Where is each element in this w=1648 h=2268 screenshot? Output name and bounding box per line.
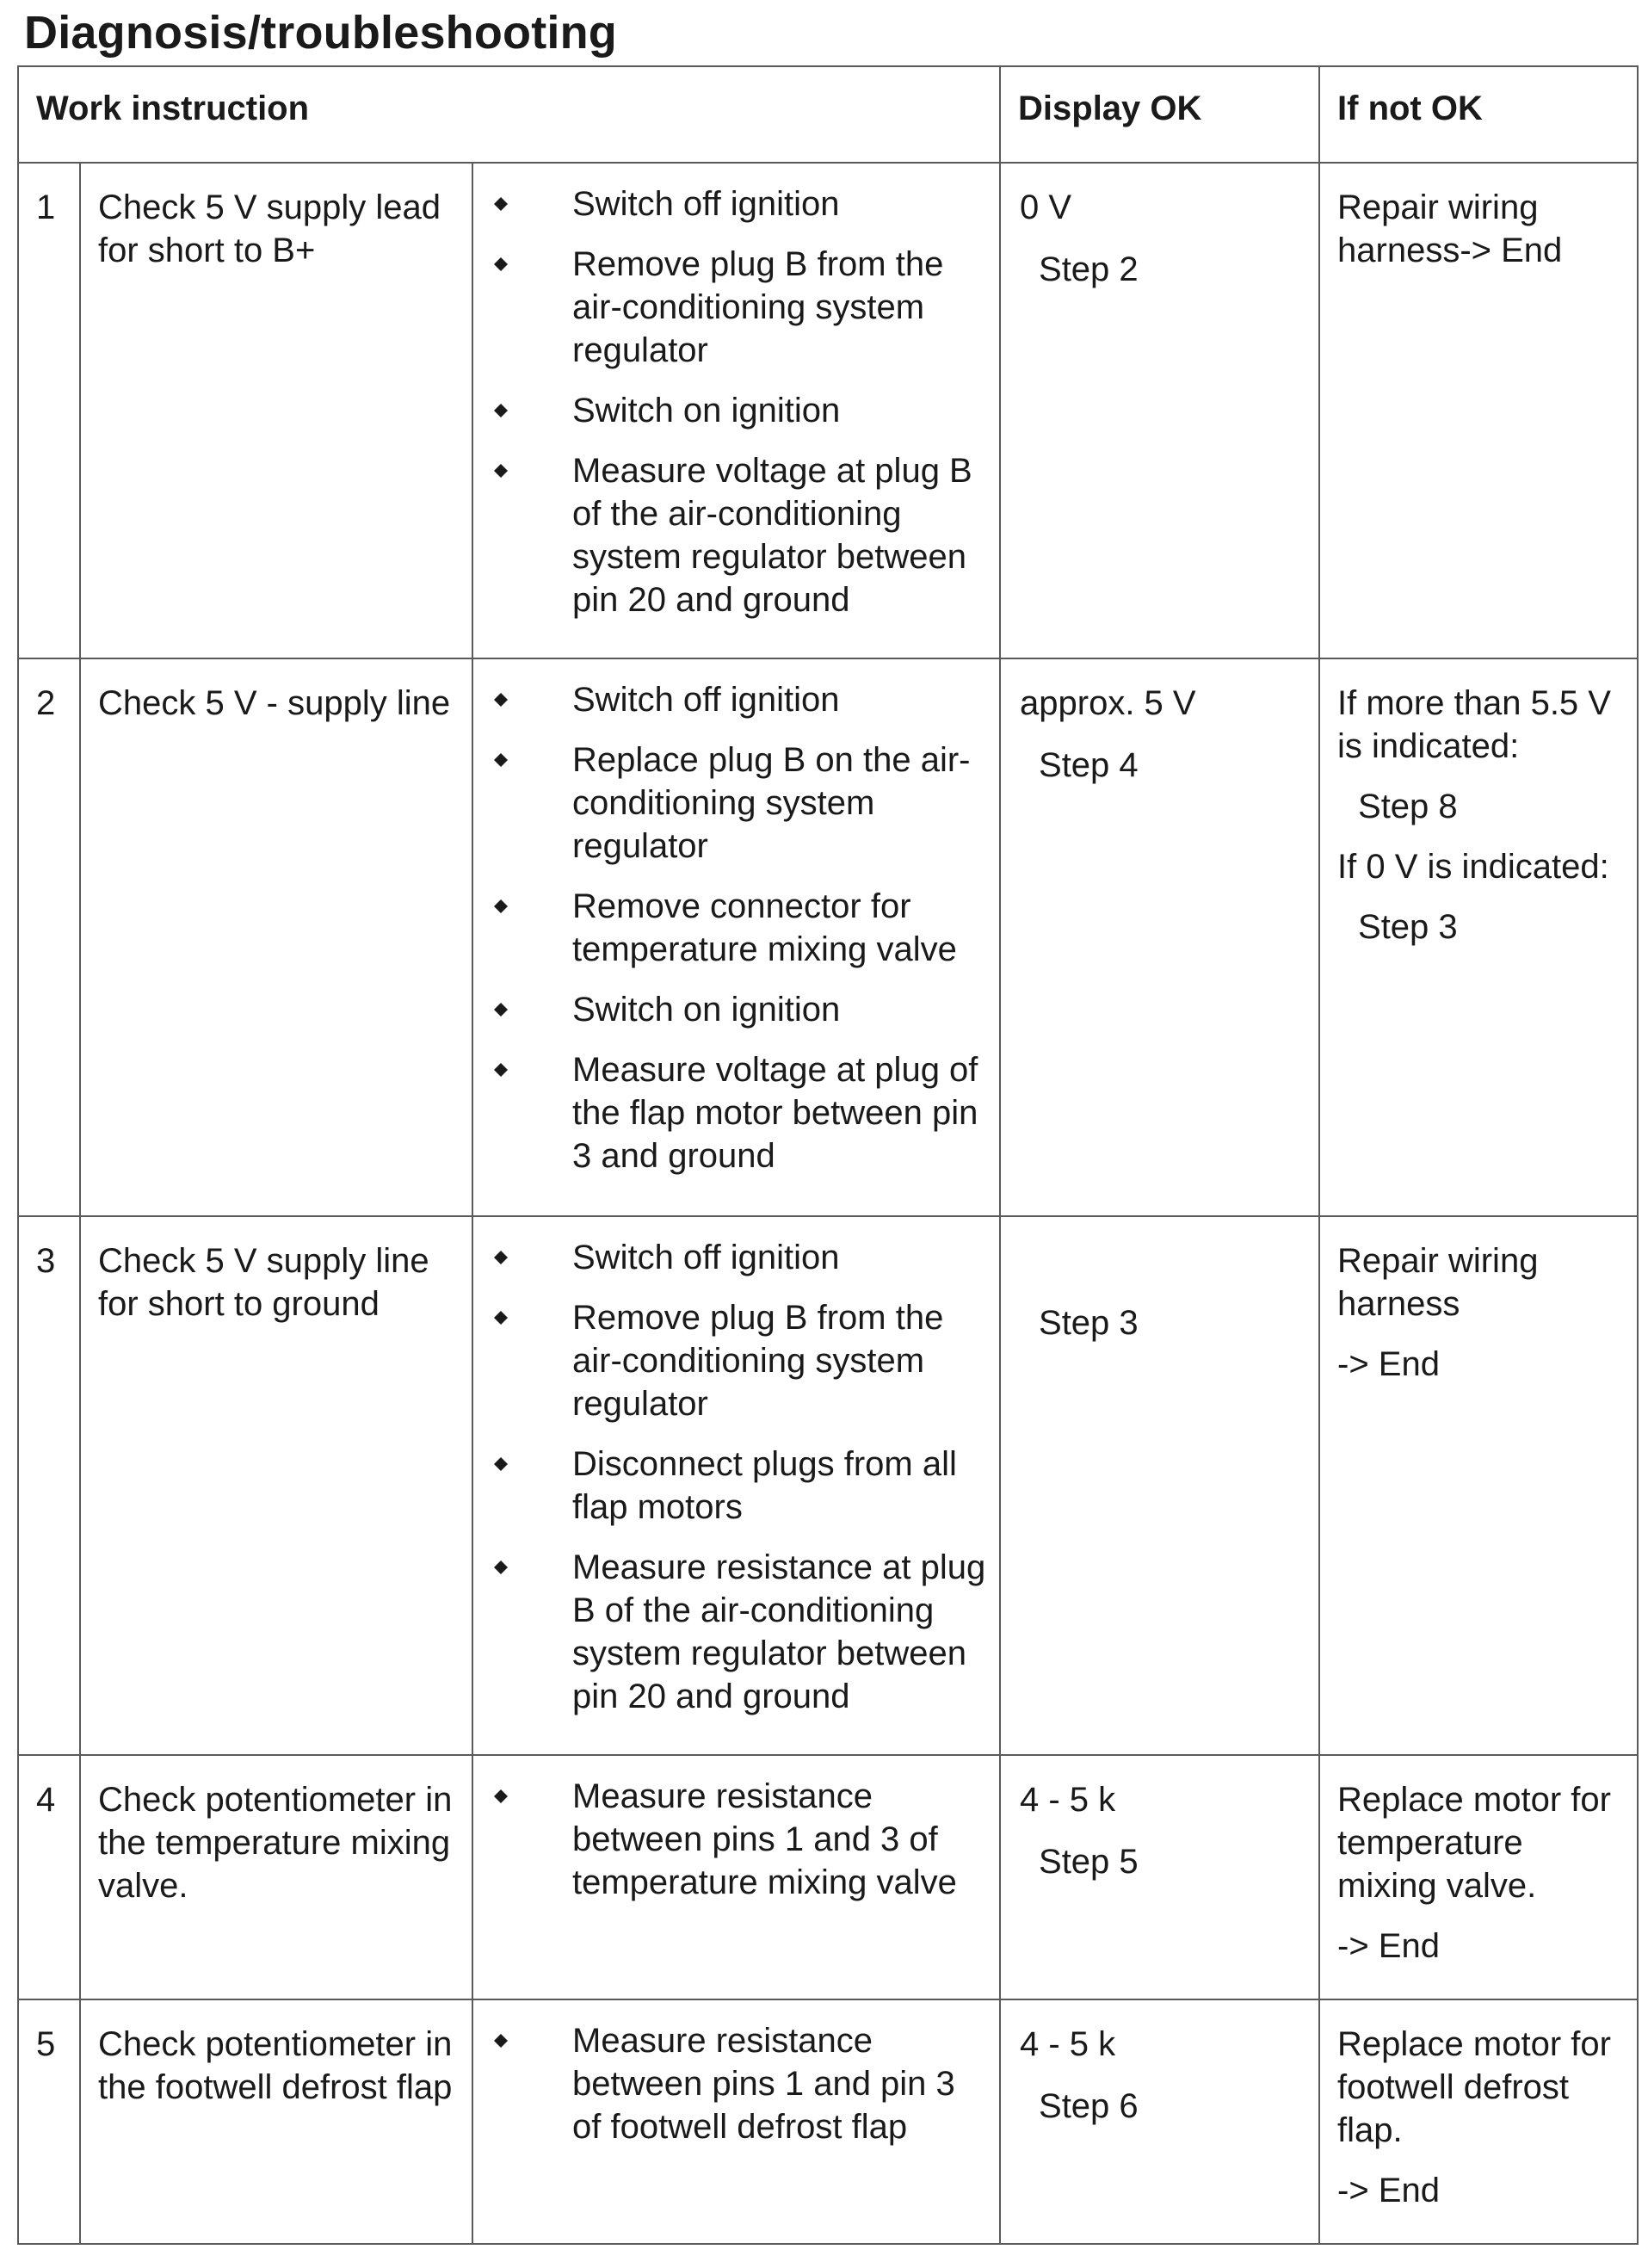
if-not-ok-text: Repair wiring harness-> End (1337, 188, 1563, 269)
if-not-ok-cell (1319, 1216, 1638, 1755)
display-ok-next-step: Step 2 (1039, 250, 1139, 288)
display-ok-next-step: Step 5 (1039, 1843, 1139, 1881)
if-not-ok-cell (1319, 163, 1638, 658)
if-not-ok-cell (1319, 658, 1638, 1216)
instruction-steps (472, 658, 1000, 1216)
display-ok-value: 0 V (1020, 188, 1072, 226)
table-row (18, 1216, 1638, 1755)
check-description: Check 5 V supply line for short to ground (80, 1216, 472, 1755)
list-item (473, 449, 992, 621)
list-item (473, 1443, 992, 1529)
list-item (473, 885, 992, 971)
header-if-not-ok: If not OK (1319, 66, 1638, 163)
display-ok-next-step: Step 3 (1039, 1304, 1139, 1342)
check-description: Check potentiometer in the temperature mixing valve. (80, 1755, 472, 1999)
display-ok-next-step: Step 6 (1039, 2087, 1139, 2125)
if-not-ok-text: If 0 V is indicated: (1337, 848, 1609, 886)
list-item (473, 182, 992, 226)
if-not-ok-text: If more than 5.5 V is indicated: (1337, 684, 1611, 765)
diamond-bullet-icon (494, 404, 508, 417)
diamond-bullet-icon (494, 1311, 508, 1325)
diamond-bullet-icon (494, 1457, 508, 1471)
check-description: Check potentiometer in the footwell defrost flap (80, 1999, 472, 2244)
diagnosis-table (17, 65, 1639, 2245)
table-row (18, 163, 1638, 658)
if-not-ok-cell (1319, 1999, 1638, 2244)
table-header-row (18, 66, 1638, 163)
step-text: Measure resistance between pins 1 and pin 3 of footwell defrost flap (572, 2022, 955, 2146)
table-row (18, 1999, 1638, 2244)
step-text: Measure voltage at plug of the flap motor between pin 3 and ground (572, 1051, 978, 1175)
display-ok-value: approx. 5 V (1020, 684, 1196, 722)
table-body (18, 163, 1638, 2244)
step-text: Switch on ignition (572, 392, 841, 429)
if-not-ok-text: Repair wiring harness (1337, 1242, 1539, 1323)
if-not-ok-text: Step 8 (1358, 788, 1458, 825)
table-row (18, 658, 1638, 1216)
list-item (473, 2019, 992, 2148)
instruction-steps (472, 1216, 1000, 1755)
diamond-bullet-icon (494, 693, 508, 707)
step-text: Disconnect plugs from all flap motors (572, 1445, 957, 1526)
step-text: Switch on ignition (572, 991, 841, 1029)
header-display-ok: Display OK (1000, 66, 1319, 163)
instruction-steps (472, 1999, 1000, 2244)
step-text: Switch off ignition (572, 185, 840, 223)
if-not-ok-text: -> End (1337, 1345, 1440, 1383)
table-row (18, 1755, 1638, 1999)
diamond-bullet-icon (494, 1251, 508, 1264)
step-text: Measure resistance at plug B of the air-conditioning system regulator between pin 20 and ground (572, 1548, 986, 1715)
display-ok-next-step: Step 4 (1039, 746, 1139, 784)
list-item (473, 243, 992, 372)
list-item (473, 988, 992, 1031)
diamond-bullet-icon (494, 899, 508, 913)
display-ok-cell (1000, 1999, 1319, 2244)
if-not-ok-text: -> End (1337, 2172, 1440, 2209)
display-ok-cell (1000, 1755, 1319, 1999)
list-item (473, 389, 992, 432)
instruction-steps (472, 1755, 1000, 1999)
diamond-bullet-icon (494, 753, 508, 767)
step-text: Replace plug B on the air-conditioning system regulator (572, 741, 971, 865)
if-not-ok-text: Step 3 (1358, 908, 1458, 946)
step-number: 5 (18, 1999, 80, 2244)
list-item (473, 1048, 992, 1177)
display-ok-cell (1000, 1216, 1319, 1755)
display-ok-cell (1000, 163, 1319, 658)
step-text: Remove plug B from the air-conditioning system regulator (572, 1299, 944, 1423)
step-text: Switch off ignition (572, 1239, 840, 1276)
step-text: Switch off ignition (572, 681, 840, 719)
list-item (473, 1546, 992, 1718)
diamond-bullet-icon (494, 257, 508, 271)
list-item (473, 738, 992, 868)
step-number: 1 (18, 163, 80, 658)
diamond-bullet-icon (494, 1560, 508, 1574)
diamond-bullet-icon (494, 1789, 508, 1803)
step-number: 4 (18, 1755, 80, 1999)
display-ok-value (1020, 1239, 1310, 1282)
list-item (473, 1236, 992, 1279)
step-text: Remove plug B from the air-conditioning system regulator (572, 245, 944, 369)
header-work-instruction: Work instruction (18, 66, 1000, 163)
if-not-ok-text: Replace motor for footwell defrost flap. (1337, 2025, 1611, 2149)
if-not-ok-cell (1319, 1755, 1638, 1999)
list-item (473, 1775, 992, 1904)
if-not-ok-text: -> End (1337, 1927, 1440, 1965)
list-item (473, 678, 992, 721)
display-ok-value: 4 - 5 k (1020, 1781, 1116, 1819)
page-title: Diagnosis/troubleshooting (24, 7, 617, 59)
display-ok-cell (1000, 658, 1319, 1216)
step-text: Measure voltage at plug B of the air-conditioning system regulator between pin 20 and ground (572, 452, 972, 619)
instruction-steps (472, 163, 1000, 658)
step-text: Measure resistance between pins 1 and 3 of temperature mixing valve (572, 1777, 957, 1901)
list-item (473, 1296, 992, 1425)
if-not-ok-text: Replace motor for temperature mixing valve. (1337, 1781, 1611, 1905)
check-description: Check 5 V - supply line (80, 658, 472, 1216)
diamond-bullet-icon (494, 1003, 508, 1017)
diamond-bullet-icon (494, 1063, 508, 1077)
check-description: Check 5 V supply lead for short to B+ (80, 163, 472, 658)
step-number: 2 (18, 658, 80, 1216)
diamond-bullet-icon (494, 197, 508, 211)
diamond-bullet-icon (494, 2034, 508, 2048)
step-text: Remove connector for temperature mixing valve (572, 887, 957, 968)
display-ok-value: 4 - 5 k (1020, 2025, 1116, 2063)
step-number: 3 (18, 1216, 80, 1755)
diamond-bullet-icon (494, 464, 508, 478)
